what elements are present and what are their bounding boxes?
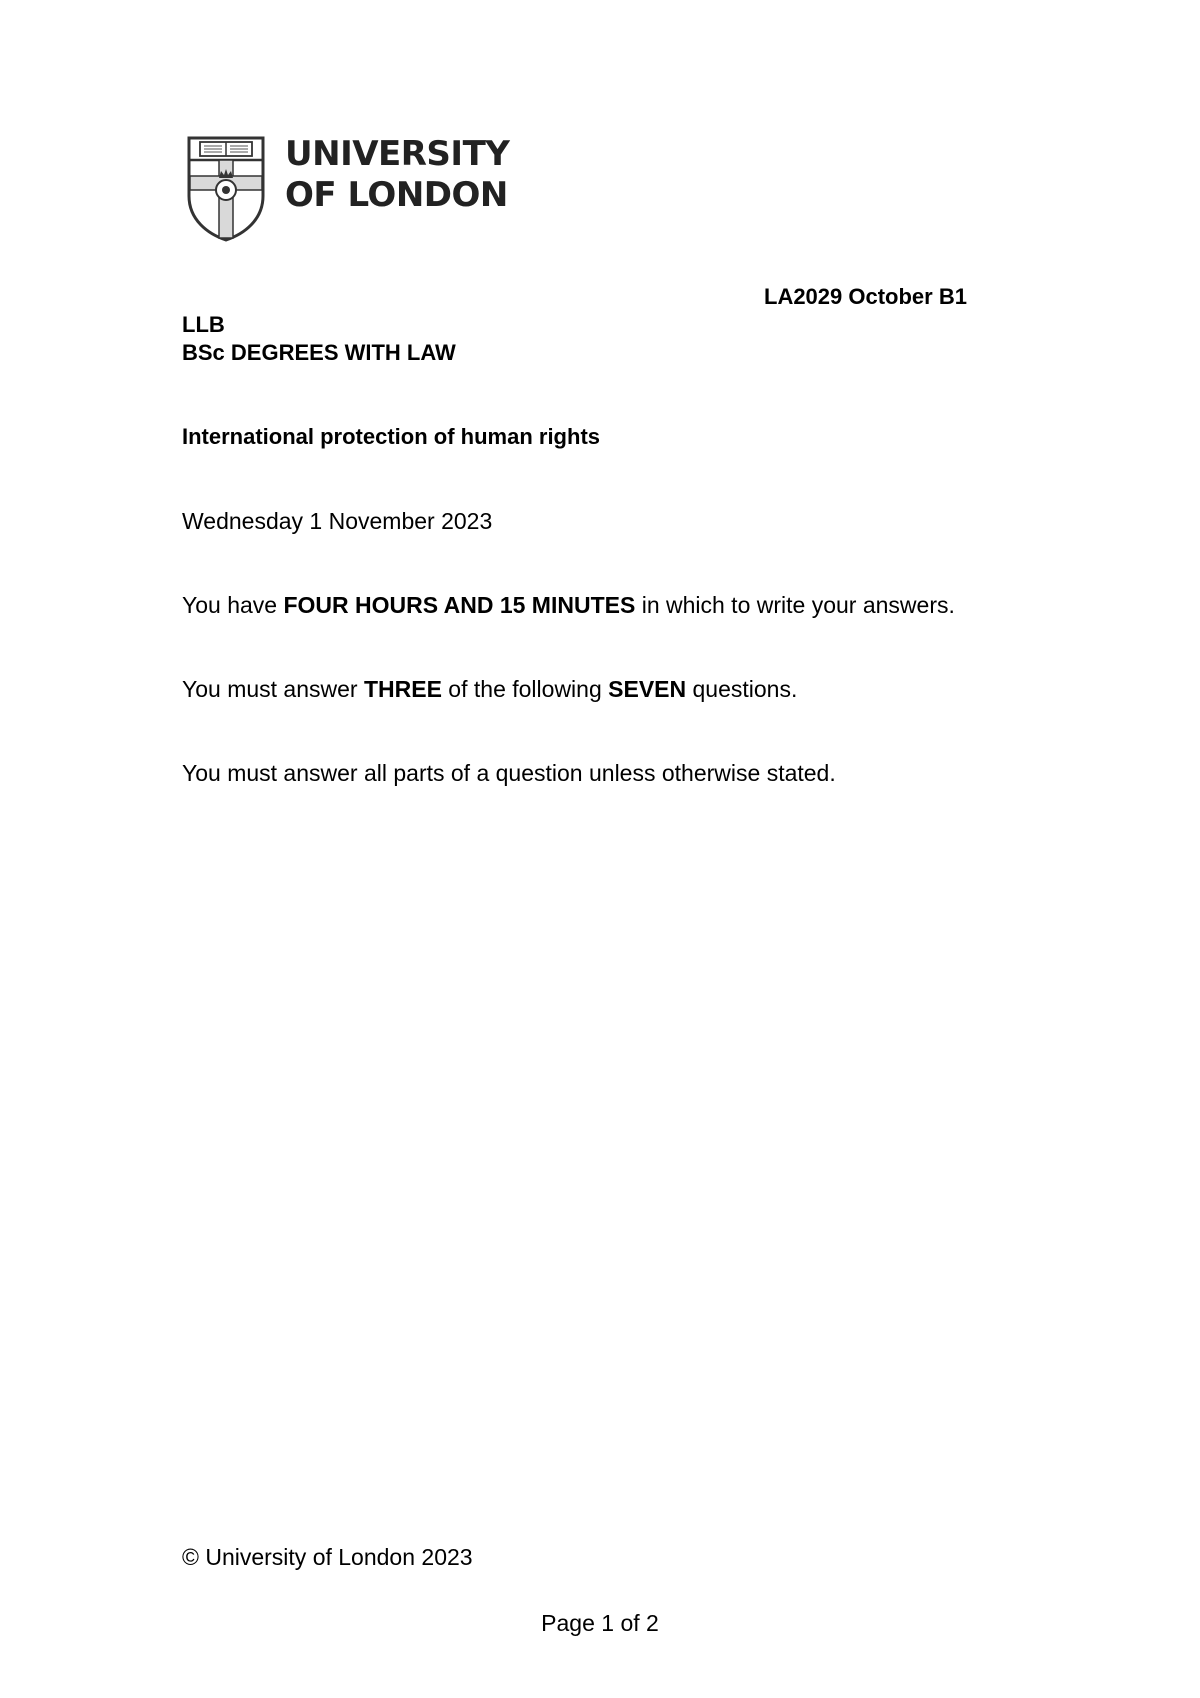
instruction-time-pre: You have bbox=[182, 592, 284, 618]
exam-date: Wednesday 1 November 2023 bbox=[182, 508, 493, 534]
exam-code: LA2029 October B1 bbox=[764, 284, 967, 309]
degree-line-1: LLB bbox=[182, 312, 225, 337]
copyright-notice: © University of London 2023 bbox=[182, 1544, 473, 1570]
logo-line-2: OF LONDON bbox=[285, 175, 508, 215]
instruction-answer-mid: of the following bbox=[441, 676, 609, 702]
instruction-answer-three: THREE bbox=[363, 676, 442, 702]
logo-wordmark bbox=[285, 134, 509, 216]
instruction-time-duration: FOUR HOURS AND 15 MINUTES bbox=[283, 592, 636, 618]
course-title: International protection of human rights bbox=[182, 424, 600, 449]
degree-line-2: BSc DEGREES WITH LAW bbox=[182, 340, 456, 365]
instruction-answer-pre: You must answer bbox=[182, 676, 364, 702]
instruction-answer-count bbox=[182, 676, 797, 703]
page-number: Page 1 of 2 bbox=[541, 1610, 659, 1636]
instruction-time bbox=[182, 592, 955, 619]
university-logo bbox=[186, 134, 510, 244]
logo-line-1: UNIVERSITY bbox=[285, 134, 510, 174]
instruction-time-post: in which to write your answers. bbox=[635, 592, 955, 618]
instruction-all-parts: You must answer all parts of a question unless otherwise stated. bbox=[182, 760, 836, 786]
instruction-answer-post: questions. bbox=[686, 676, 798, 702]
university-crest-icon bbox=[186, 134, 266, 244]
instruction-answer-seven: SEVEN bbox=[608, 676, 687, 702]
